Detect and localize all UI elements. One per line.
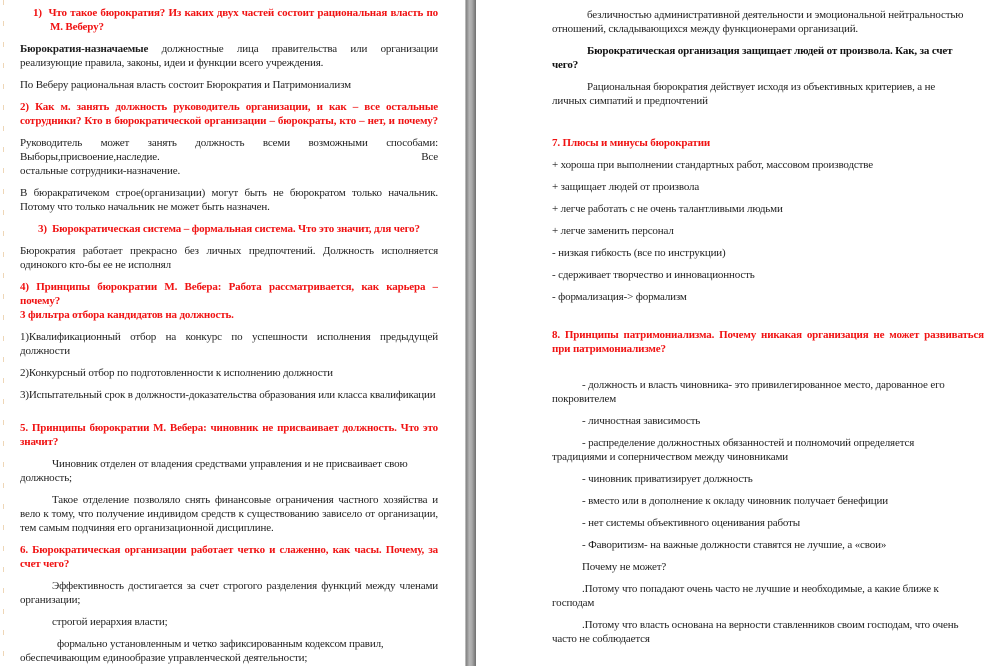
text-line: безличностью административной деятельности и эмоциональной нейтральностью — [587, 9, 964, 21]
text-line: 8. Принципы патримониализма. Почему никакая организация не может развиваться — [552, 329, 984, 341]
body-paragraph — [552, 290, 984, 304]
text-line: Бюрократическая организация защищает людей от произвола. Как, за счет — [587, 45, 953, 57]
text-line: .Потому что попадают очень часто не лучшие и необходимые, а какие ближе к — [582, 583, 939, 595]
body-paragraph — [552, 158, 984, 172]
body-paragraph — [20, 186, 438, 214]
body-paragraph — [552, 436, 984, 464]
text-line: Бюрократия работает прекрасно без личных предпочтений. Должность исполняется — [20, 245, 438, 257]
text-line: должность; — [20, 472, 72, 484]
text-line: М. Веберу? — [50, 21, 104, 33]
text-line: По Веберу рациональная власть состоит Бюрократия и Патримониализм — [20, 79, 351, 91]
text-line: - личностная зависимость — [582, 415, 701, 427]
body-paragraph — [552, 516, 984, 530]
text-line: часто не соблюдается — [552, 633, 650, 645]
text-line: сотрудники? Кто в бюрократической организации – бюрократы, кто – нет, и почему? — [20, 115, 438, 127]
body-paragraph — [552, 414, 984, 428]
text-line: - распределение должностных обязанностей и полномочий определяется — [582, 437, 915, 449]
body-paragraph — [20, 366, 438, 380]
body-paragraph — [20, 637, 438, 665]
text-line: 3 фильтра отбора кандидатов на должность. — [20, 309, 234, 321]
body-paragraph — [552, 472, 984, 486]
body-paragraph — [552, 202, 984, 216]
body-paragraph — [552, 494, 984, 508]
paragraph-spacer — [20, 410, 438, 421]
body-paragraph — [552, 8, 984, 36]
body-paragraph — [552, 582, 984, 610]
text-line: Потому что только начальник не может быть назначен. — [20, 201, 270, 213]
text-line: Бюрократия-назначаемые должностные лица правительства или организации — [20, 43, 438, 55]
body-paragraph — [20, 615, 438, 629]
text-line: - чиновник приватизирует должность — [582, 473, 753, 485]
paragraph-spacer — [552, 312, 984, 328]
red-heading-paragraph — [20, 421, 438, 449]
text-line: - Фаворитизм- на важные должности ставятся не лучшие, а «свои» — [582, 539, 887, 551]
body-paragraph — [552, 538, 984, 552]
text-line: + хороша при выполнении стандартных работ, массовом производстве — [552, 159, 874, 171]
paragraph-spacer — [552, 116, 984, 136]
body-paragraph — [20, 244, 438, 272]
text-line: счет чего? — [20, 558, 70, 570]
text-line: строгой иерархия власти; — [52, 616, 168, 628]
red-heading-paragraph — [20, 222, 438, 236]
body-paragraph — [20, 579, 438, 607]
text-line: тем самым подчиняя его организационной дисциплине. — [20, 522, 274, 534]
text-line: Эффективность достигается за счет строгого разделения функций между членами — [52, 580, 438, 592]
body-paragraph — [20, 42, 438, 70]
text-line: 2)Конкурсный отбор по подготовленности к исполнению должности — [20, 367, 333, 379]
red-heading-paragraph — [552, 136, 984, 150]
document-page-left — [0, 0, 465, 666]
text-line: 6. Бюрократическая организации работает четко и слаженно, как часы. Почему, за — [20, 544, 438, 556]
text-line: личных симпатий и предпочтений — [552, 95, 708, 107]
text-line: одинокого кто-бы ее не исполнял — [20, 259, 171, 271]
body-paragraph — [20, 388, 438, 402]
body-paragraph — [552, 180, 984, 194]
body-paragraph — [20, 78, 438, 92]
text-line: отношений, складывающихся между функционерами организаций. — [552, 23, 859, 35]
text-line: вело к тому, что получение индивидом средств к существованию зависело от организации, — [20, 508, 438, 520]
text-line: - вместо или в дополнение к окладу чиновник получает бенефиции — [582, 495, 889, 507]
text-line: Выборы,присвоение,наследие. Все — [20, 151, 438, 163]
text-line: + легче работать с не очень талантливыми людьми — [552, 203, 783, 215]
text-line: Почему не может? — [582, 561, 667, 573]
body-paragraph — [20, 493, 438, 535]
bold-heading-paragraph — [552, 44, 984, 72]
paragraph-spacer — [552, 364, 984, 378]
red-heading-paragraph — [20, 100, 438, 128]
text-line: остальные сотрудники-назначение. — [20, 165, 181, 177]
text-line: значит? — [20, 436, 59, 448]
text-line: формально установленным и четко зафиксированным кодексом правил, — [57, 638, 384, 650]
red-heading-paragraph — [20, 6, 438, 34]
text-line: при патримониализме? — [552, 343, 666, 355]
red-heading-paragraph — [552, 328, 984, 356]
body-paragraph — [20, 330, 438, 358]
text-line: 7. Плюсы и минусы бюрократии — [552, 137, 711, 149]
text-line: покровителем — [552, 393, 617, 405]
body-paragraph — [552, 224, 984, 238]
text-line: Рациональная бюрократия действует исходя из объективных критериев, а не — [587, 81, 936, 93]
text-line: - низкая гибкость (все по инструкции) — [552, 247, 726, 259]
text-line: 1) Что такое бюрократия? Из каких двух частей состоит рациональная власть по — [33, 7, 438, 19]
text-line: - нет системы объективного оценивания работы — [582, 517, 801, 529]
body-paragraph — [552, 560, 984, 574]
text-line: 3) Бюрократическая система – формальная система. Что это значит, для чего? — [38, 223, 420, 235]
text-line: традициями и соперничеством между чиновниками — [552, 451, 789, 463]
body-paragraph — [552, 268, 984, 282]
text-line: + защищает людей от произвола — [552, 181, 700, 193]
text-line: организации; — [20, 594, 81, 606]
text-line: .Потому что власть основана на верности ставленников своим господам, что очень — [582, 619, 959, 631]
body-paragraph — [552, 80, 984, 108]
text-line: должности — [20, 345, 70, 357]
text-line: Такое отделение позволяло снять финансовые ограничения частного хозяйства и — [52, 494, 438, 506]
text-line: - формализация-> формализм — [552, 291, 687, 303]
text-line: 1)Квалификационный отбор на конкурс по успешности исполнения предыдущей — [20, 331, 438, 343]
text-line: + легче заменить персонал — [552, 225, 674, 237]
text-line: 2) Как м. занять должность руководитель организации, и как – все остальные — [20, 101, 438, 113]
text-line: чего? — [552, 59, 579, 71]
red-heading-paragraph — [20, 543, 438, 571]
text-line: 4) Принципы бюрократии М. Вебера: Работа рассматривается, как карьера – почему? — [20, 281, 438, 307]
body-paragraph — [20, 136, 438, 178]
text-line: - должность и власть чиновника- это привилегированное место, дарованное его — [582, 379, 945, 391]
red-heading-paragraph — [20, 280, 438, 322]
page-divider — [465, 0, 476, 666]
body-paragraph — [552, 246, 984, 260]
text-line: реализующие правила, законы, идеи и функции всего учреждения. — [20, 57, 324, 69]
text-line: - сдерживает творчество и инновационность — [552, 269, 755, 281]
body-paragraph — [20, 457, 438, 485]
text-line: Чиновник отделен от владения средствами управления и не присваивает свою — [52, 458, 408, 470]
text-line: 3)Испытательный срок в должности-доказательства образования или класса квалификации — [20, 389, 436, 401]
text-line: господам — [552, 597, 595, 609]
text-line: В бюракратичеком строе(организации) могут быть не бюрократом только начальник. — [20, 187, 438, 199]
text-line: Руководитель может занять должность всеми возможными способами: — [20, 137, 438, 149]
body-paragraph — [552, 378, 984, 406]
document-page-right — [476, 0, 1000, 666]
text-line: 5. Принципы бюрократии М. Вебера: чиновник не присваивает должность. Что это — [20, 422, 438, 434]
body-paragraph — [552, 618, 984, 646]
left-edge-scan-artifact — [3, 0, 4, 666]
text-line: обеспечивающим единообразие управленческой деятельности; — [20, 652, 308, 664]
